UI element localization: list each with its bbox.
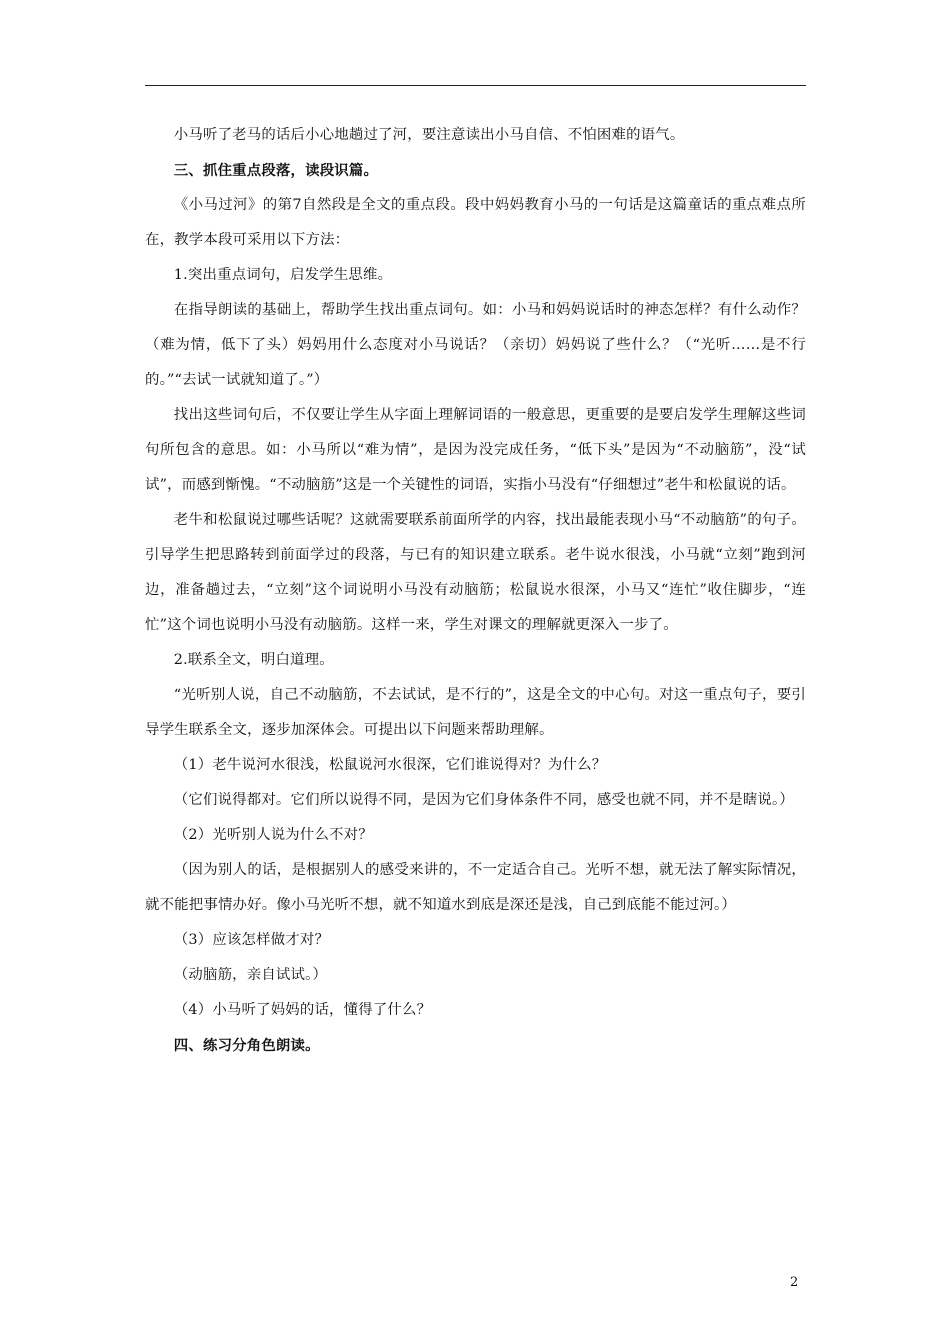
paragraph: 小马听了老马的话后小心地趟过了河，要注意读出小马自信、不怕困难的语气。 [173, 127, 685, 143]
paragraph: 在指导朗读的基础上，帮助学生找出重点词句。如：小马和妈妈说话时的神态怎样？有什么动作？（难为情，低下了头）妈妈用什么态度对小马说话？（亲切）妈妈说了些什么？（“光听……是不行的。”“去试一试就知道了。”） [145, 302, 806, 388]
answer: （它们说得都对。它们所以说得不同，是因为它们身体条件不同，感受也就不同，并不是瞎说。） [173, 792, 794, 808]
section-heading: 三、抓住重点段落，读段识篇。 [173, 162, 379, 179]
answer: （动脑筋，亲自试试。） [173, 967, 328, 983]
answer: （因为别人的话，是根据别人的感受来讲的，不一定适合自己。光听不想，就无法了解实际情况，就不能把事情办好。像小马光听不想，就不知道水到底是深还是浅，自己到底能不能过河。） [145, 862, 806, 913]
subheading: 1.突出重点词句，启发学生思维。 [173, 267, 393, 283]
paragraph: 老牛和松鼠说过哪些话呢？这就需要联系前面所学的内容，找出最能表现小马“不动脑筋”的句子。引导学生把思路转到前面学过的段落，与已有的知识建立联系。老牛说水很浅，小马就“立刻”跑到河边，准备趟过去，“立刻”这个词说明小马没有动脑筋；松鼠说水很深，小马又“连忙”收住脚步，“连忙”这个词也说明小马没有动脑筋。这样一来，学生对课文的理解就更深入一步了。 [145, 512, 806, 633]
paragraph: 《小马过河》的第7自然段是全文的重点段。段中妈妈教育小马的一句话是这篇童话的重点难点所在，教学本段可采用以下方法： [145, 197, 806, 248]
question: （4）小马听了妈妈的话，懂得了什么？ [173, 1002, 432, 1018]
question: （1）老牛说河水很浅，松鼠说河水很深，它们谁说得对？为什么？ [173, 757, 607, 773]
subheading: 2.联系全文，明白道理。 [173, 652, 334, 668]
paragraph: 找出这些词句后，不仅要让学生从字面上理解词语的一般意思，更重要的是要启发学生理解这些词句所包含的意思。如：小马所以“难为情”，是因为没完成任务，“低下头”是因为“不动脑筋”，没“试试”，而感到惭愧。“不动脑筋”这是一个关键性的词语，实指小马没有“仔细想过”老牛和松鼠说的话。 [145, 407, 806, 493]
section-heading: 四、练习分角色朗读。 [173, 1037, 320, 1054]
page-number: 2 [790, 1275, 799, 1290]
paragraph: “光听别人说，自己不动脑筋，不去试试，是不行的”，这是全文的中心句。对这一重点句子，要引导学生联系全文，逐步加深体会。可提出以下问题来帮助理解。 [145, 687, 806, 738]
question: （3）应该怎样做才对？ [173, 932, 330, 948]
question: （2）光听别人说为什么不对？ [173, 827, 373, 843]
header-rule [145, 85, 806, 86]
document-body [145, 118, 806, 1063]
